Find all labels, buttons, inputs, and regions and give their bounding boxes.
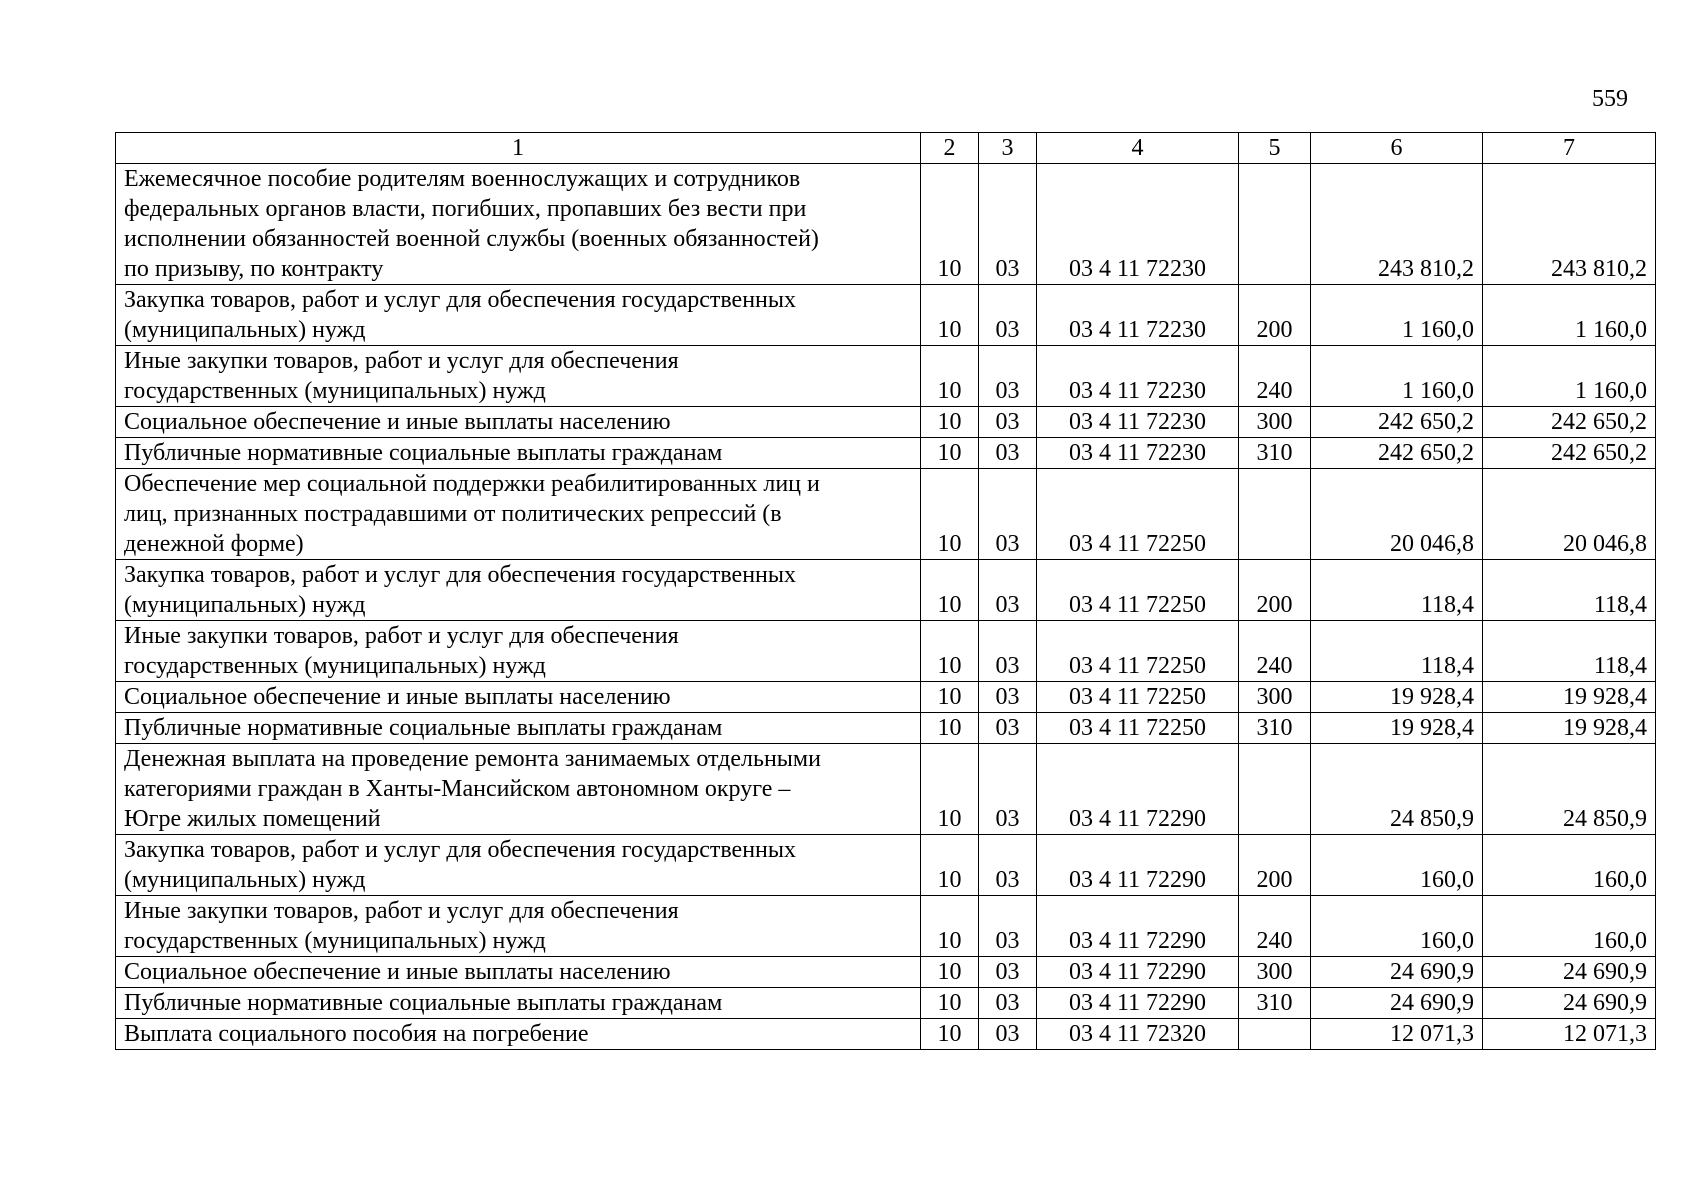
target-article-code: 03 4 11 72230 (1037, 285, 1239, 346)
table-row (116, 285, 1656, 346)
table-row (116, 407, 1656, 438)
section-code: 10 (921, 438, 979, 469)
section-code: 10 (921, 346, 979, 407)
expense-type-code: 300 (1239, 682, 1311, 713)
row-name: Иные закупки товаров, работ и услуг для обеспечения государственных (муниципальных) нужд (116, 346, 921, 407)
amount-col6: 19 928,4 (1311, 682, 1483, 713)
table-row (116, 713, 1656, 744)
target-article-code: 03 4 11 72250 (1037, 469, 1239, 560)
table-row (116, 346, 1656, 407)
target-article-code: 03 4 11 72290 (1037, 835, 1239, 896)
table-row (116, 1019, 1656, 1050)
row-name: Публичные нормативные социальные выплаты гражданам (116, 713, 921, 744)
amount-col7: 243 810,2 (1483, 164, 1656, 285)
table-row (116, 438, 1656, 469)
row-name: Обеспечение мер социальной поддержки реабилитированных лиц и лиц, признанных пострадавшими от политических репрессий (в денежной форме) (116, 469, 921, 560)
amount-col6: 24 690,9 (1311, 988, 1483, 1019)
amount-col7: 118,4 (1483, 621, 1656, 682)
amount-col7: 19 928,4 (1483, 713, 1656, 744)
table-row (116, 469, 1656, 560)
budget-table (115, 132, 1656, 1050)
amount-col6: 1 160,0 (1311, 346, 1483, 407)
amount-col6: 1 160,0 (1311, 285, 1483, 346)
column-header-3: 3 (979, 133, 1037, 164)
amount-col7: 1 160,0 (1483, 346, 1656, 407)
expense-type-code: 240 (1239, 896, 1311, 957)
row-name: Социальное обеспечение и иные выплаты населению (116, 682, 921, 713)
row-name: Ежемесячное пособие родителям военнослужащих и сотрудников федеральных органов власти, погибших, пропавших без вести при исполнении обязанностей военной службы (военных обязанностей) по призыву, по контракту (116, 164, 921, 285)
expense-type-code: 310 (1239, 713, 1311, 744)
expense-type-code (1239, 1019, 1311, 1050)
expense-type-code (1239, 744, 1311, 835)
subsection-code: 03 (979, 438, 1037, 469)
section-code: 10 (921, 164, 979, 285)
subsection-code: 03 (979, 682, 1037, 713)
row-name: Публичные нормативные социальные выплаты гражданам (116, 438, 921, 469)
section-code: 10 (921, 988, 979, 1019)
amount-col6: 243 810,2 (1311, 164, 1483, 285)
target-article-code: 03 4 11 72230 (1037, 346, 1239, 407)
target-article-code: 03 4 11 72290 (1037, 744, 1239, 835)
column-header-5: 5 (1239, 133, 1311, 164)
section-code: 10 (921, 835, 979, 896)
section-code: 10 (921, 682, 979, 713)
expense-type-code: 200 (1239, 560, 1311, 621)
table-row (116, 682, 1656, 713)
target-article-code: 03 4 11 72250 (1037, 682, 1239, 713)
subsection-code: 03 (979, 835, 1037, 896)
table-row (116, 560, 1656, 621)
amount-col6: 19 928,4 (1311, 713, 1483, 744)
section-code: 10 (921, 560, 979, 621)
table-header-row (116, 133, 1656, 164)
amount-col7: 24 690,9 (1483, 957, 1656, 988)
row-name: Денежная выплата на проведение ремонта занимаемых отдельными категориями граждан в Ханты-Мансийском автономном округе – Югре жилых помещений (116, 744, 921, 835)
amount-col7: 118,4 (1483, 560, 1656, 621)
expense-type-code: 240 (1239, 621, 1311, 682)
expense-type-code: 200 (1239, 285, 1311, 346)
table-row (116, 896, 1656, 957)
expense-type-code (1239, 164, 1311, 285)
row-name: Закупка товаров, работ и услуг для обеспечения государственных (муниципальных) нужд (116, 835, 921, 896)
amount-col7: 24 690,9 (1483, 988, 1656, 1019)
section-code: 10 (921, 957, 979, 988)
amount-col6: 24 850,9 (1311, 744, 1483, 835)
target-article-code: 03 4 11 72290 (1037, 957, 1239, 988)
table-row (116, 957, 1656, 988)
subsection-code: 03 (979, 1019, 1037, 1050)
target-article-code: 03 4 11 72320 (1037, 1019, 1239, 1050)
amount-col6: 20 046,8 (1311, 469, 1483, 560)
amount-col7: 20 046,8 (1483, 469, 1656, 560)
section-code: 10 (921, 469, 979, 560)
section-code: 10 (921, 1019, 979, 1050)
column-header-2: 2 (921, 133, 979, 164)
section-code: 10 (921, 713, 979, 744)
row-name: Социальное обеспечение и иные выплаты населению (116, 957, 921, 988)
subsection-code: 03 (979, 713, 1037, 744)
subsection-code: 03 (979, 469, 1037, 560)
subsection-code: 03 (979, 560, 1037, 621)
expense-type-code: 300 (1239, 407, 1311, 438)
amount-col7: 242 650,2 (1483, 438, 1656, 469)
row-name: Социальное обеспечение и иные выплаты населению (116, 407, 921, 438)
amount-col6: 12 071,3 (1311, 1019, 1483, 1050)
expense-type-code: 300 (1239, 957, 1311, 988)
amount-col6: 242 650,2 (1311, 438, 1483, 469)
amount-col7: 242 650,2 (1483, 407, 1656, 438)
subsection-code: 03 (979, 621, 1037, 682)
column-header-1: 1 (116, 133, 921, 164)
target-article-code: 03 4 11 72230 (1037, 438, 1239, 469)
row-name: Закупка товаров, работ и услуг для обеспечения государственных (муниципальных) нужд (116, 560, 921, 621)
subsection-code: 03 (979, 407, 1037, 438)
table-row (116, 164, 1656, 285)
table-row (116, 744, 1656, 835)
amount-col7: 24 850,9 (1483, 744, 1656, 835)
column-header-6: 6 (1311, 133, 1483, 164)
section-code: 10 (921, 621, 979, 682)
amount-col6: 160,0 (1311, 896, 1483, 957)
subsection-code: 03 (979, 896, 1037, 957)
amount-col7: 1 160,0 (1483, 285, 1656, 346)
subsection-code: 03 (979, 346, 1037, 407)
target-article-code: 03 4 11 72230 (1037, 164, 1239, 285)
target-article-code: 03 4 11 72250 (1037, 621, 1239, 682)
table-row (116, 988, 1656, 1019)
expense-type-code: 200 (1239, 835, 1311, 896)
target-article-code: 03 4 11 72230 (1037, 407, 1239, 438)
row-name: Выплата социального пособия на погребение (116, 1019, 921, 1050)
subsection-code: 03 (979, 957, 1037, 988)
target-article-code: 03 4 11 72250 (1037, 713, 1239, 744)
row-name: Иные закупки товаров, работ и услуг для обеспечения государственных (муниципальных) нужд (116, 896, 921, 957)
table-body (116, 164, 1656, 1050)
amount-col7: 160,0 (1483, 835, 1656, 896)
column-header-4: 4 (1037, 133, 1239, 164)
target-article-code: 03 4 11 72290 (1037, 988, 1239, 1019)
section-code: 10 (921, 744, 979, 835)
target-article-code: 03 4 11 72290 (1037, 896, 1239, 957)
subsection-code: 03 (979, 744, 1037, 835)
page-number: 559 (1592, 86, 1628, 112)
section-code: 10 (921, 285, 979, 346)
target-article-code: 03 4 11 72250 (1037, 560, 1239, 621)
section-code: 10 (921, 407, 979, 438)
amount-col6: 242 650,2 (1311, 407, 1483, 438)
subsection-code: 03 (979, 164, 1037, 285)
amount-col6: 160,0 (1311, 835, 1483, 896)
amount-col7: 19 928,4 (1483, 682, 1656, 713)
subsection-code: 03 (979, 285, 1037, 346)
subsection-code: 03 (979, 988, 1037, 1019)
expense-type-code: 240 (1239, 346, 1311, 407)
expense-type-code (1239, 469, 1311, 560)
amount-col7: 12 071,3 (1483, 1019, 1656, 1050)
row-name: Иные закупки товаров, работ и услуг для обеспечения государственных (муниципальных) нужд (116, 621, 921, 682)
amount-col6: 24 690,9 (1311, 957, 1483, 988)
amount-col7: 160,0 (1483, 896, 1656, 957)
amount-col6: 118,4 (1311, 621, 1483, 682)
amount-col6: 118,4 (1311, 560, 1483, 621)
expense-type-code: 310 (1239, 438, 1311, 469)
table-row (116, 835, 1656, 896)
expense-type-code: 310 (1239, 988, 1311, 1019)
row-name: Публичные нормативные социальные выплаты гражданам (116, 988, 921, 1019)
column-header-7: 7 (1483, 133, 1656, 164)
table-row (116, 621, 1656, 682)
row-name: Закупка товаров, работ и услуг для обеспечения государственных (муниципальных) нужд (116, 285, 921, 346)
section-code: 10 (921, 896, 979, 957)
